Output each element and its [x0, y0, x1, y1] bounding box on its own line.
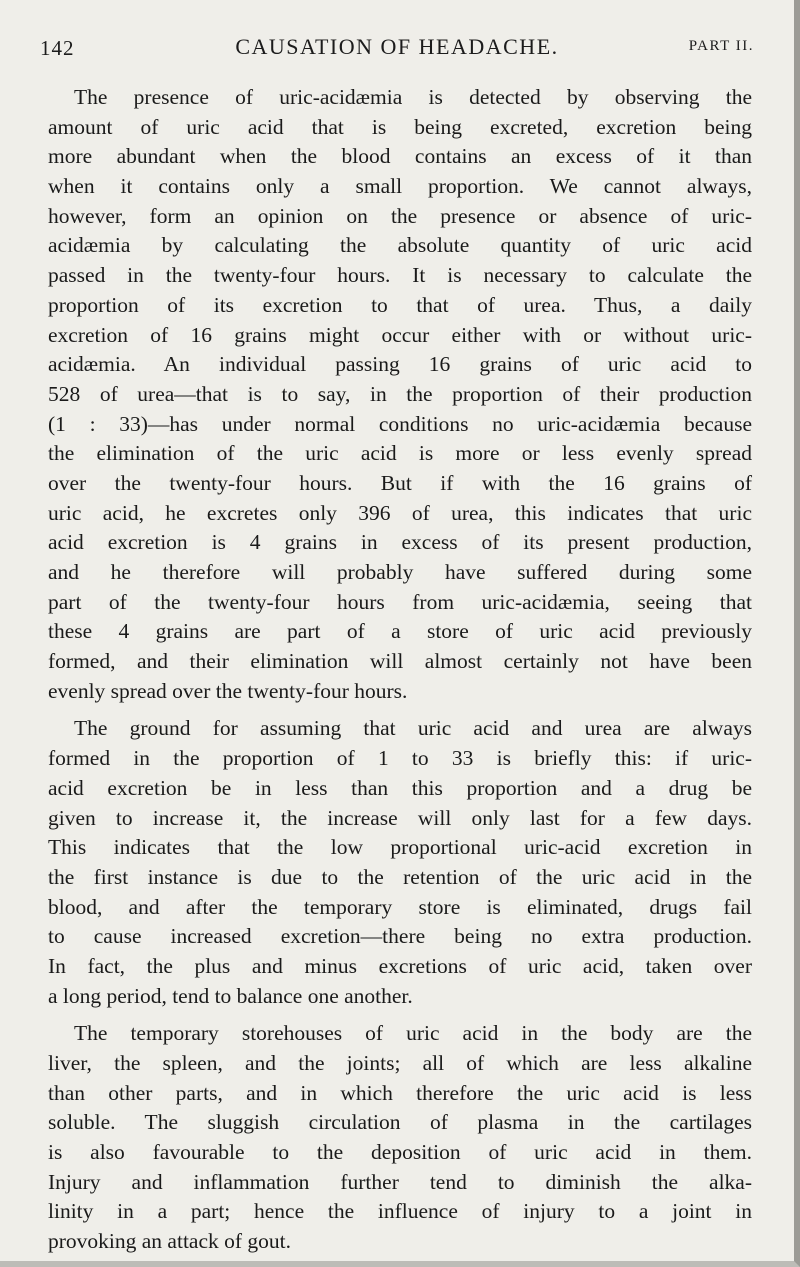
paragraph — [48, 714, 752, 1011]
text-line: part of the twenty-four hours from uric-acidæmia, seeing that — [48, 589, 752, 614]
text-line: over the twenty-four hours. But if with the 16 grains of — [48, 470, 752, 495]
text-line: formed in the proportion of 1 to 33 is briefly this: if uric- — [48, 746, 752, 771]
text-line: more abundant when the blood contains an excess of it than — [48, 144, 752, 169]
text-line: however, form an opinion on the presence or absence of uric- — [48, 203, 752, 228]
text-line: evenly spread over the twenty-four hours. — [48, 678, 408, 703]
running-title: CAUSATION OF HEADACHE. — [235, 34, 559, 59]
text-line: a long period, tend to balance one another. — [48, 983, 413, 1008]
text-line: The temporary storehouses of uric acid in the body are the — [74, 1021, 752, 1046]
text-line: formed, and their elimination will almost certainly not have been — [48, 649, 752, 674]
paragraph — [48, 83, 752, 706]
text-line: blood, and after the temporary store is eliminated, drugs fail — [48, 894, 752, 919]
text-line: acid excretion be in less than this proportion and a drug be — [48, 775, 752, 800]
text-line: linity in a part; hence the influence of injury to a joint in — [48, 1199, 752, 1224]
text-line: soluble. The sluggish circulation of plasma in the cartilages — [48, 1110, 752, 1135]
text-line: liver, the spleen, and the joints; all of which are less alkaline — [48, 1051, 752, 1075]
page-number: 142 — [40, 36, 75, 60]
text-line: This indicates that the low proportional uric-acid excretion in — [48, 835, 752, 860]
text-line: Injury and inflammation further tend to diminish the alka- — [48, 1169, 752, 1194]
part-label: PART II. — [688, 38, 754, 54]
text-line: The ground for assuming that uric acid and urea are always — [74, 716, 752, 741]
body-text — [48, 83, 752, 1257]
text-line: In fact, the plus and minus excretions of uric acid, taken over — [48, 953, 752, 978]
text-line: provoking an attack of gout. — [48, 1229, 292, 1254]
text-line: to cause increased excretion—there being no extra production. — [48, 924, 752, 949]
text-line: the elimination of the uric acid is more or less evenly spread — [48, 441, 752, 466]
text-line: excretion of 16 grains might occur either with or without uric- — [48, 322, 752, 347]
text-line: given to increase it, the increase will only last for a few days. — [48, 805, 752, 830]
text-line: acidæmia. An individual passing 16 grains of uric acid to — [48, 352, 752, 377]
text-line: and he therefore will probably have suffered during some — [48, 560, 752, 584]
text-line: proportion of its excretion to that of urea. Thus, a daily — [48, 292, 752, 317]
text-line: 528 of urea—that is to say, in the proportion of their production — [48, 381, 752, 406]
text-line: (1 : 33)—has under normal conditions no uric-acidæmia because — [48, 411, 752, 436]
text-line: uric acid, he excretes only 396 of urea, this indicates that uric — [48, 500, 752, 525]
text-line: than other parts, and in which therefore the uric acid is less — [48, 1080, 752, 1105]
text-line: the first instance is due to the retention of the uric acid in the — [48, 864, 752, 889]
paragraph — [48, 1019, 752, 1257]
text-line: acidæmia by calculating the absolute quantity of uric acid — [48, 233, 752, 258]
text-line: passed in the twenty-four hours. It is necessary to calculate the — [48, 263, 752, 288]
text-line: amount of uric acid that is being excreted, excretion being — [48, 114, 752, 139]
page-header — [40, 28, 754, 68]
text-line: is also favourable to the deposition of uric acid in them. — [48, 1140, 752, 1165]
text-line: The presence of uric-acidæmia is detected by observing the — [74, 85, 752, 109]
text-line: when it contains only a small proportion. We cannot always, — [48, 174, 752, 199]
text-line: acid excretion is 4 grains in excess of its present production, — [48, 530, 752, 555]
text-line: these 4 grains are part of a store of uric acid previously — [48, 619, 752, 644]
